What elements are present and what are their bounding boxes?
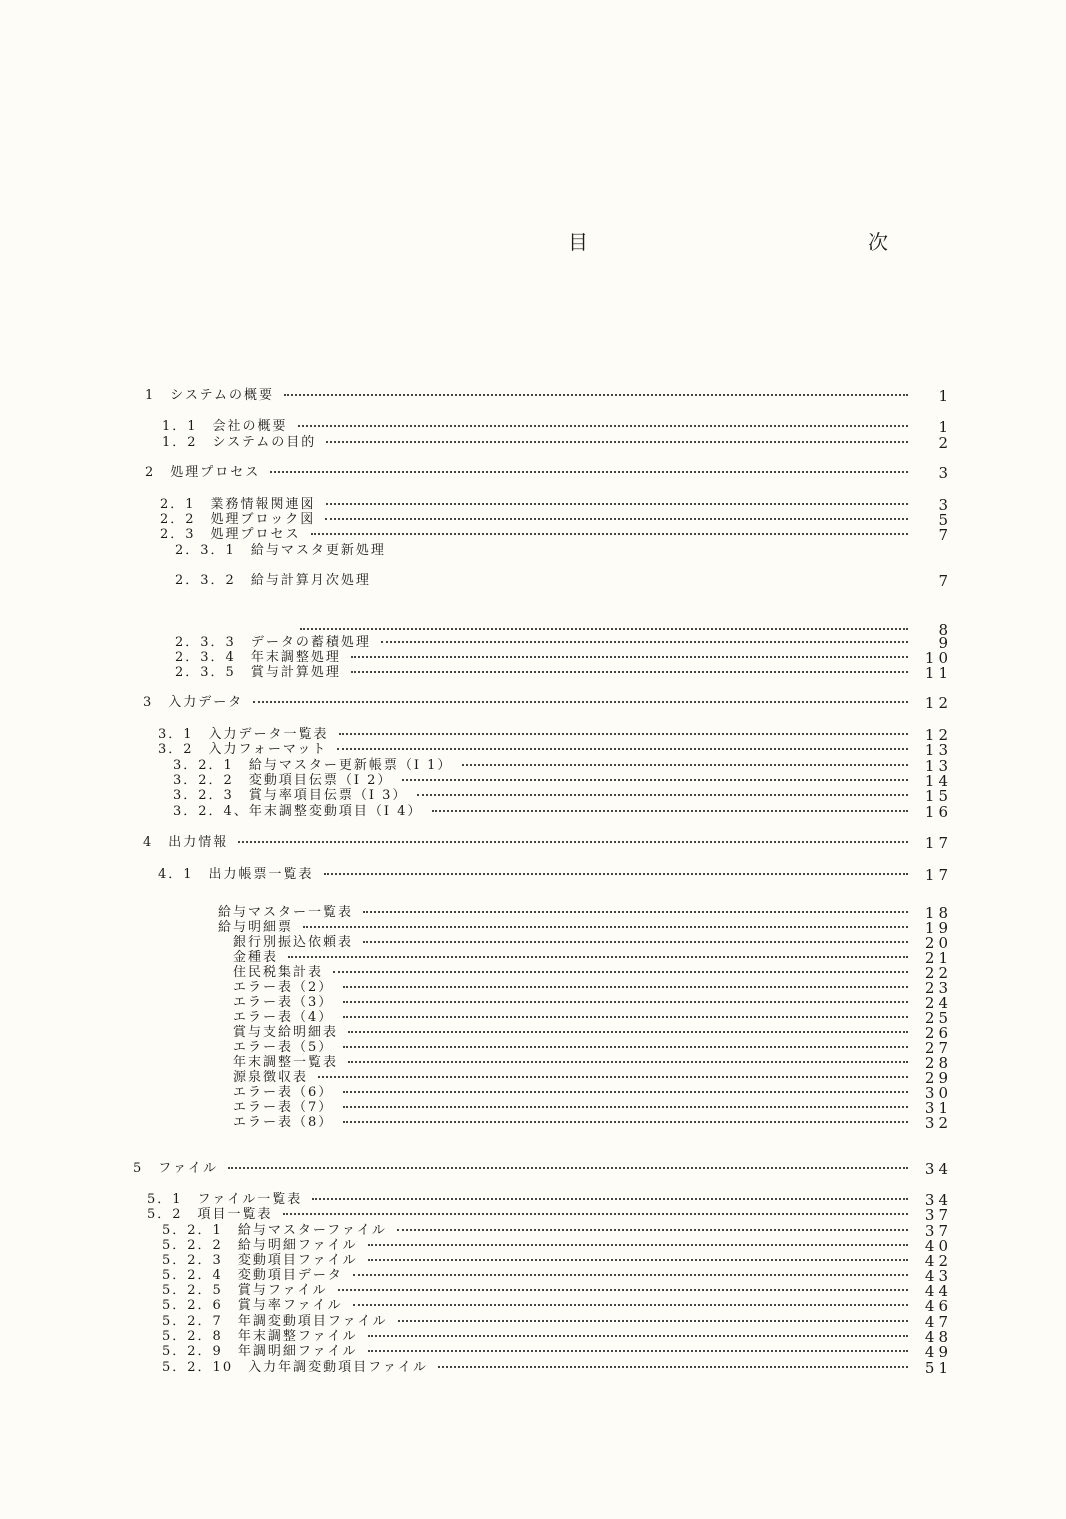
toc-entry-label: 住民税集計表 — [233, 964, 324, 980]
toc-entry-label: エラー表（5） — [233, 1039, 334, 1055]
toc-page-number: 1 — [938, 418, 952, 436]
toc-page-number: 18 — [924, 904, 952, 922]
toc-page-number: 27 — [924, 1039, 952, 1057]
toc-leader-dots — [343, 1106, 908, 1108]
toc-leader-dots — [303, 926, 908, 928]
toc-entry — [233, 1052, 916, 1068]
toc-leader-dots — [298, 425, 908, 427]
toc-leader-dots — [339, 733, 908, 735]
toc-page-number: 1 — [938, 387, 952, 405]
toc-leader-dots — [438, 1366, 908, 1368]
toc-leader-dots — [348, 1031, 908, 1033]
toc-leader-dots — [337, 748, 908, 750]
toc-leader-dots — [402, 779, 908, 781]
toc-entry — [158, 864, 916, 880]
toc-leader-dots — [353, 1274, 908, 1276]
toc-page-number: 15 — [924, 787, 952, 805]
toc-leader-dots — [368, 1335, 908, 1337]
toc-entry-label: 5．2．5 賞与ファイル — [162, 1282, 328, 1298]
toc-leader-dots — [351, 671, 908, 673]
toc-entry — [162, 1357, 916, 1373]
toc-leader-dots — [363, 941, 908, 943]
toc-entry — [145, 462, 916, 478]
toc-entry — [133, 1158, 916, 1174]
toc-leader-dots — [462, 764, 908, 766]
toc-page-number: 19 — [924, 919, 952, 937]
toc-page-number: 23 — [924, 979, 952, 997]
toc-leader-dots — [368, 1244, 908, 1246]
toc-leader-dots — [397, 1229, 908, 1231]
toc-entry-label: 5．2．4 変動項目データ — [162, 1267, 343, 1283]
toc-page-number: 37 — [924, 1222, 952, 1240]
toc-leader-dots — [318, 1076, 908, 1078]
toc-leader-dots — [326, 441, 908, 443]
toc-entry — [175, 540, 916, 556]
toc-page-number: 30 — [924, 1084, 952, 1102]
toc-page-number: 51 — [924, 1359, 952, 1377]
toc-entry-label: 2．3．2 給与計算月次処理 — [175, 572, 371, 588]
toc-entry — [175, 662, 916, 678]
toc-leader-dots — [288, 956, 908, 958]
toc-page-number: 17 — [924, 866, 952, 884]
toc-entry-label: 1．1 会社の概要 — [162, 418, 288, 434]
toc-leader-dots — [417, 794, 908, 796]
toc-entry-label: 年末調整一覧表 — [233, 1054, 339, 1070]
toc-entry — [143, 692, 916, 708]
toc-page-number: 22 — [924, 964, 952, 982]
toc-entry-label: 2．3．1 給与マスタ更新処理 — [175, 542, 386, 558]
toc-leader-dots — [368, 1259, 908, 1261]
toc-entry-label: 銀行別振込依頼表 — [233, 934, 354, 950]
toc-page-number: 7 — [938, 572, 952, 590]
toc-page-number: 48 — [924, 1328, 952, 1346]
toc-page-number: 42 — [924, 1252, 952, 1270]
toc-entry-label: 3．1 入力データ一覧表 — [158, 726, 329, 742]
toc-entry-label: 3．2．2 変動項目伝票（I 2） — [173, 772, 393, 788]
toc-entry-label: 5．2．10 入力年調変動項目ファイル — [162, 1359, 428, 1375]
toc-entry — [233, 947, 916, 963]
toc-page-number: 3 — [938, 464, 952, 482]
toc-entry-label: エラー表（4） — [233, 1009, 334, 1025]
toc-page-number: 7 — [938, 526, 952, 544]
toc-entry-label: 5．2．8 年末調整ファイル — [162, 1328, 358, 1344]
toc-entry-label: 金種表 — [233, 949, 279, 965]
toc-entry-label: エラー表（7） — [233, 1099, 334, 1115]
toc-entry-label: 2．2 処理ブロック図 — [160, 511, 316, 527]
toc-entry — [173, 801, 916, 817]
toc-page-number: 11 — [924, 664, 952, 682]
toc-entry-label: エラー表（6） — [233, 1084, 334, 1100]
toc-leader-dots — [343, 986, 908, 988]
page-title: 目 次 — [568, 230, 1018, 254]
toc-page-number: 13 — [924, 757, 952, 775]
toc-page-number: 47 — [924, 1313, 952, 1331]
toc-page-number: 12 — [924, 694, 952, 712]
toc-leader-dots — [338, 1289, 908, 1291]
toc-leader-dots — [283, 1213, 908, 1215]
toc-entry-label: 3．2．4、年末調整変動項目（I 4） — [173, 803, 423, 819]
toc-entry — [145, 385, 916, 401]
toc-page-number: 34 — [924, 1160, 952, 1178]
toc-entry-label: 3．2 入力フォーマット — [158, 741, 328, 757]
toc-page-number: 9 — [938, 634, 952, 652]
toc-entry — [175, 570, 916, 586]
toc-page-number: 46 — [924, 1297, 952, 1315]
toc-entry-label: 4．1 出力帳票一覧表 — [158, 866, 314, 882]
toc-page-number: 37 — [924, 1206, 952, 1224]
toc-leader-dots — [343, 1001, 908, 1003]
toc-page-number: 31 — [924, 1099, 952, 1117]
toc-leader-dots — [300, 628, 908, 630]
toc-leader-dots — [311, 533, 908, 535]
toc-entry — [233, 932, 916, 948]
toc-leader-dots — [326, 503, 908, 505]
toc-leader-dots — [284, 394, 908, 396]
toc-leader-dots — [333, 971, 908, 973]
toc-page-number: 21 — [924, 949, 952, 967]
toc-page-number: 8 — [938, 621, 952, 639]
toc-page-number: 13 — [924, 741, 952, 759]
toc-entry-label: 給与明細票 — [218, 919, 294, 935]
toc-page-number: 32 — [924, 1114, 952, 1132]
toc-page-number: 20 — [924, 934, 952, 952]
toc-entry-label: 2．3．5 賞与計算処理 — [175, 664, 341, 680]
toc-leader-dots — [368, 1350, 908, 1352]
toc-entry-label: 2．3 処理プロセス — [160, 526, 301, 542]
toc-leader-dots — [353, 1304, 908, 1306]
toc-page-number: 25 — [924, 1009, 952, 1027]
toc-page-number: 26 — [924, 1024, 952, 1042]
toc-entry-label: 2．1 業務情報関連図 — [160, 496, 316, 512]
toc-entry-label: エラー表（2） — [233, 979, 334, 995]
toc-entry-label: 3．2．3 賞与率項目伝票（I 3） — [173, 787, 408, 803]
toc-page-number: 5 — [938, 511, 952, 529]
toc-page-number: 2 — [938, 434, 952, 452]
toc-page-number: 34 — [924, 1191, 952, 1209]
toc-entry-label: 5．2．9 年調明細ファイル — [162, 1343, 358, 1359]
toc-leader-dots — [343, 1046, 908, 1048]
toc-page-number: 14 — [924, 772, 952, 790]
toc-leader-dots — [343, 1091, 908, 1093]
toc-entry-label: 5．2．6 賞与率ファイル — [162, 1297, 343, 1313]
toc-leader-dots — [325, 518, 908, 520]
toc-leader-dots — [398, 1320, 908, 1322]
toc-page-number: 43 — [924, 1267, 952, 1285]
toc-leader-dots — [228, 1167, 908, 1169]
toc-leader-dots — [343, 1121, 908, 1123]
toc-entry-label: 2．3．4 年末調整処理 — [175, 649, 341, 665]
toc-entry-label: 5 ファイル — [133, 1160, 219, 1176]
toc-leader-dots — [270, 471, 908, 473]
toc-entry-label: 3 入力データ — [143, 694, 244, 710]
toc-entry-label: 5．2．2 給与明細ファイル — [162, 1237, 358, 1253]
toc-entry-label: 3．2．1 給与マスター更新帳票（I 1） — [173, 757, 453, 773]
toc-page-number: 3 — [938, 496, 952, 514]
toc-entry-label: 5．2 項目一覧表 — [147, 1206, 273, 1222]
toc-page-number: 40 — [924, 1237, 952, 1255]
toc-leader-dots — [363, 911, 908, 913]
toc-page-number: 29 — [924, 1069, 952, 1087]
toc-entry — [218, 902, 916, 918]
toc-leader-dots — [253, 701, 908, 703]
toc-leader-dots — [238, 841, 908, 843]
toc-leader-dots — [312, 1198, 908, 1200]
toc-entry-label: エラー表（3） — [233, 994, 334, 1010]
toc-entry-label: 5．2．1 給与マスターファイル — [162, 1222, 387, 1238]
toc-entry-label: 給与マスター一覧表 — [218, 904, 354, 920]
toc-entry — [162, 432, 916, 448]
toc-leader-dots — [432, 810, 908, 812]
toc-page-number: 10 — [924, 649, 952, 667]
toc-entry-label: 源泉徴収表 — [233, 1069, 309, 1085]
toc-entry-label: 5．2．7 年調変動項目ファイル — [162, 1313, 388, 1329]
toc-entry-label: 1．2 システムの目的 — [162, 434, 317, 450]
toc-entry-label: エラー表（8） — [233, 1114, 334, 1130]
toc-entry-label: 2 処理プロセス — [145, 464, 261, 480]
toc-page-number: 17 — [924, 834, 952, 852]
toc-page-number: 24 — [924, 994, 952, 1012]
toc-entry-label: 2．3．3 データの蓄積処理 — [175, 634, 371, 650]
toc-leader-dots — [348, 1061, 908, 1063]
toc-entry-label: 5．2．3 変動項目ファイル — [162, 1252, 358, 1268]
toc-leader-dots — [343, 1016, 908, 1018]
toc-page-number: 28 — [924, 1054, 952, 1072]
toc-leader-dots — [351, 656, 908, 658]
toc-page-number: 16 — [924, 803, 952, 821]
toc-leader-dots — [381, 641, 908, 643]
toc-leader-dots — [324, 873, 908, 875]
toc-page-number: 44 — [924, 1282, 952, 1300]
toc-entry — [233, 1112, 916, 1128]
toc-entry-label: 1 システムの概要 — [145, 387, 274, 403]
toc-entry-label: 4 出力情報 — [143, 834, 229, 850]
toc-page-number: 12 — [924, 726, 952, 744]
toc-page-number: 49 — [924, 1343, 952, 1361]
toc-entry — [143, 832, 916, 848]
toc-entry-label: 賞与支給明細表 — [233, 1024, 339, 1040]
toc-entry-label: 5．1 ファイル一覧表 — [147, 1191, 303, 1207]
